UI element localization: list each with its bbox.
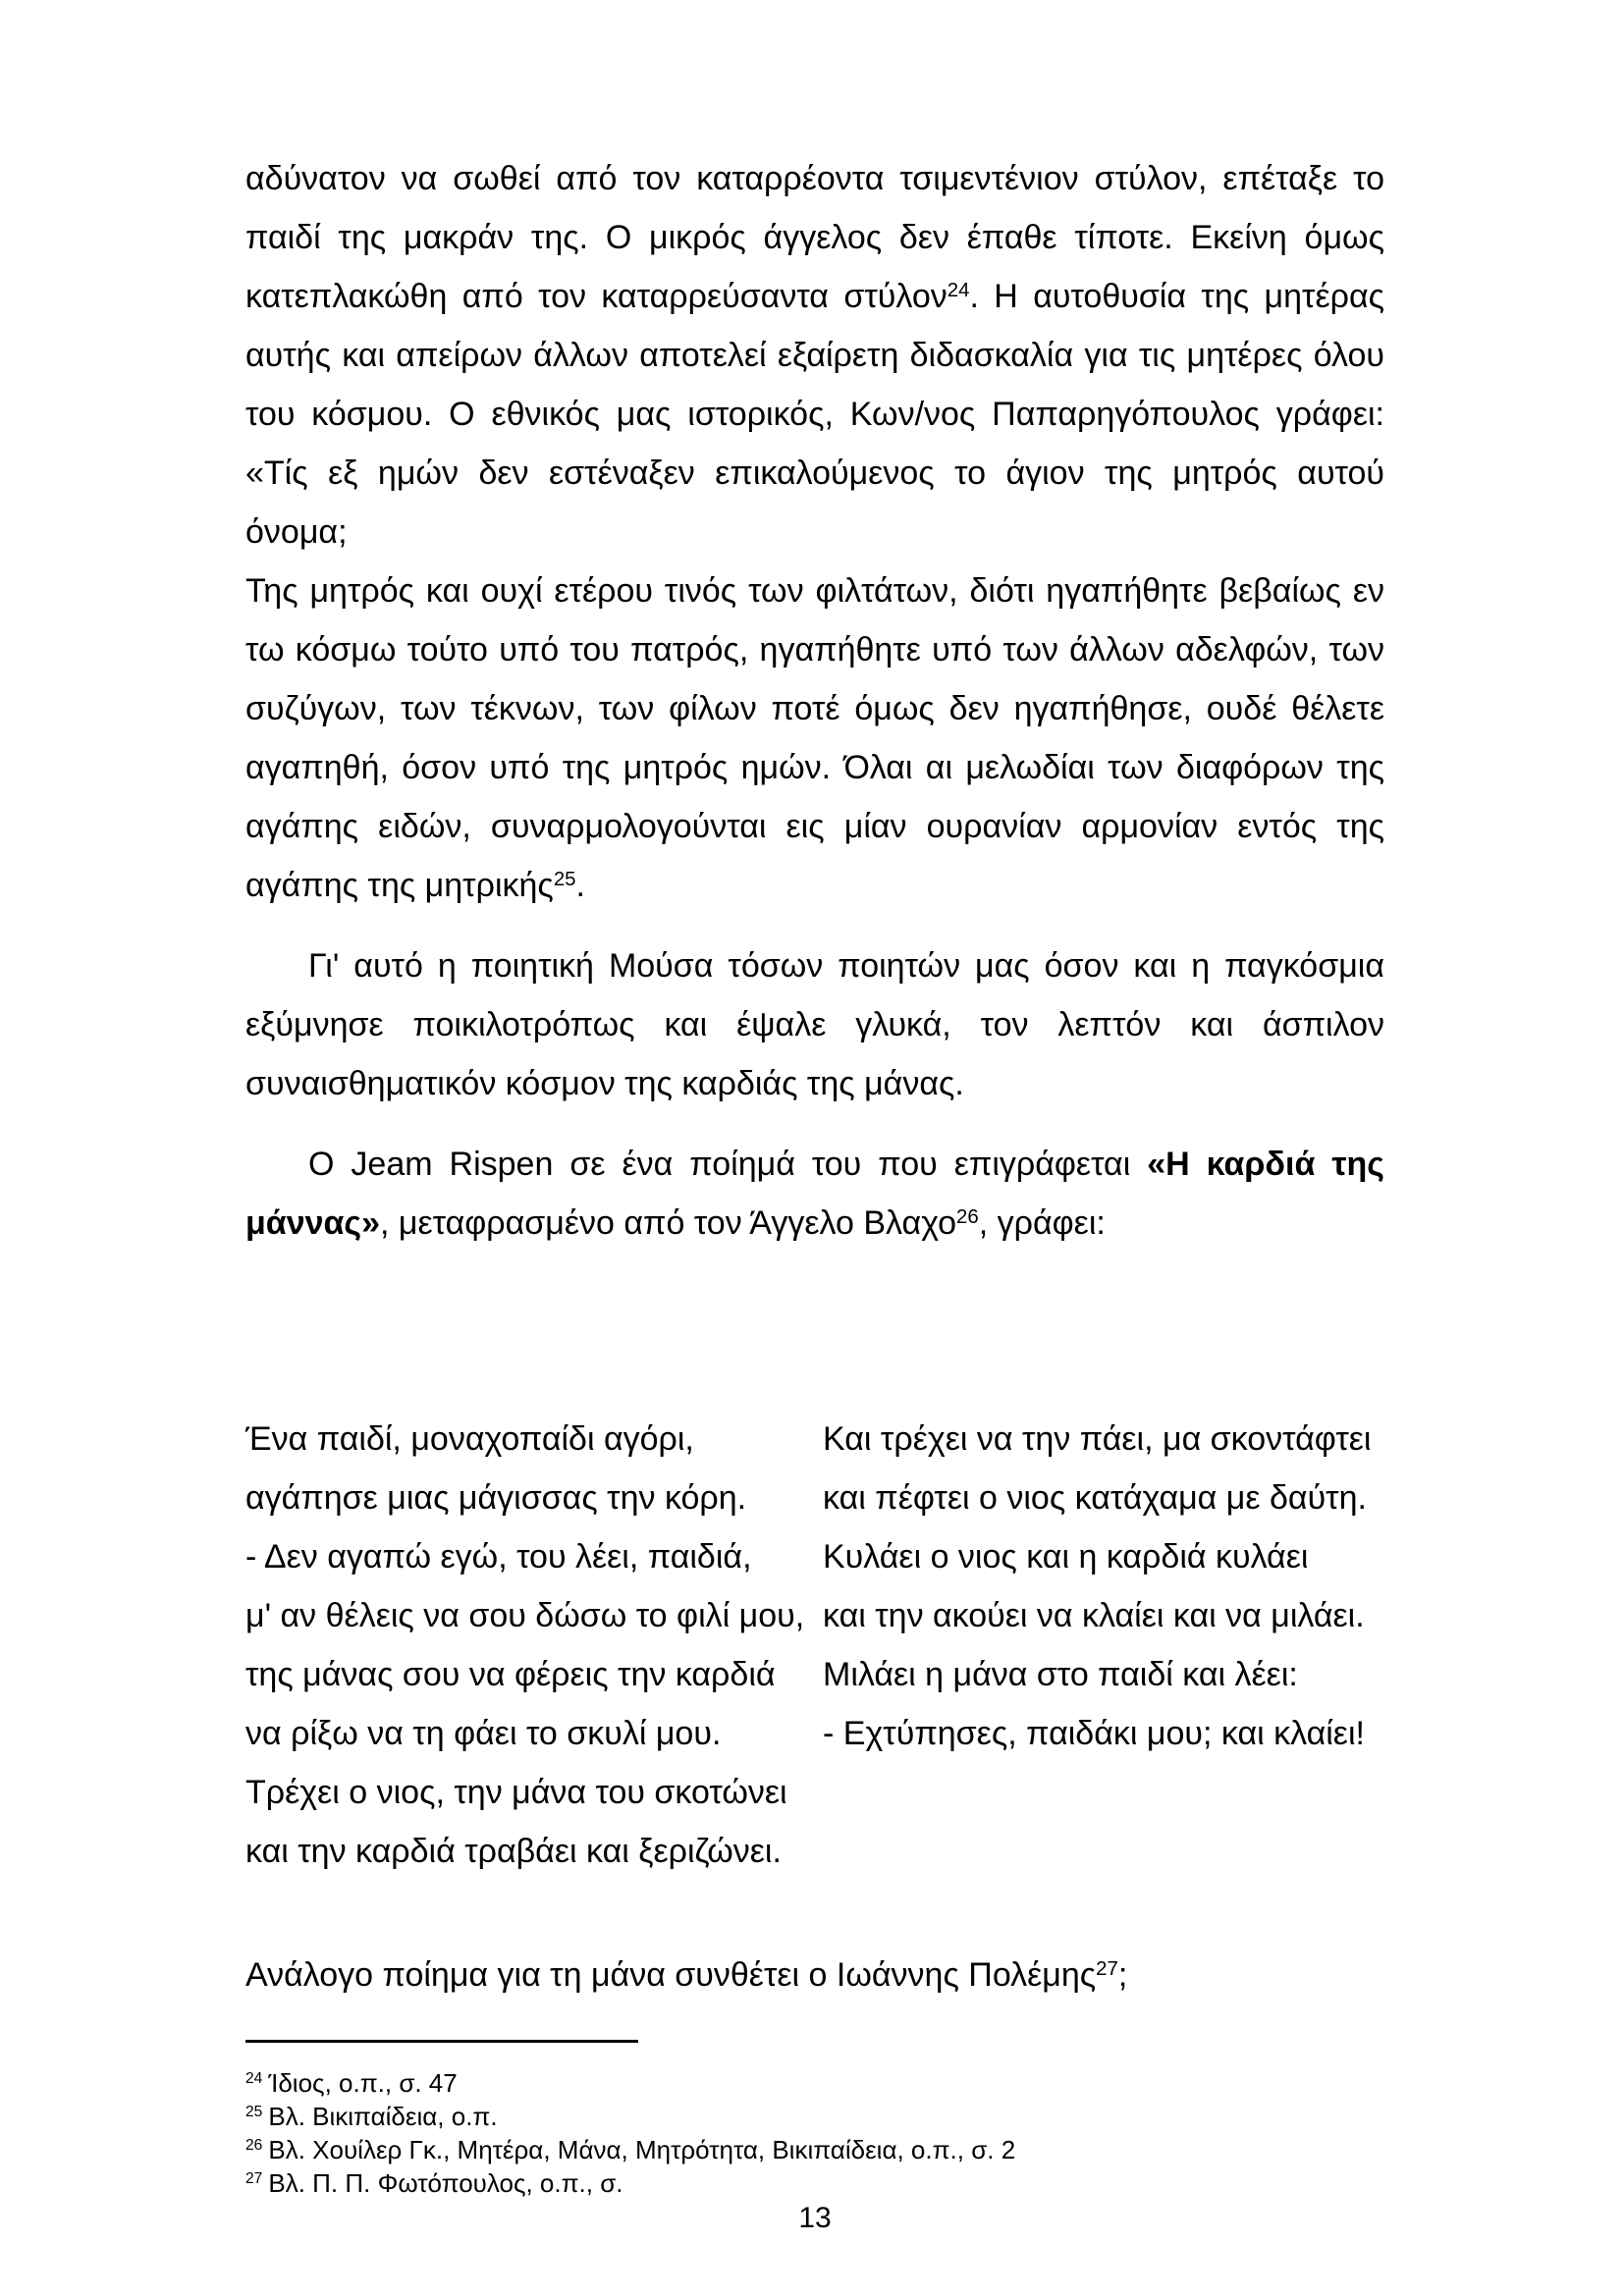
text-line: παιδί της μακράν της. Ο μικρός άγγελος δεν έπαθε τίποτε. Εκείνη όμως — [245, 219, 1384, 256]
text-line: τω κόσμω τούτο υπό του πατρός, ηγαπήθητε υπό των άλλων αδελφών, των — [245, 631, 1384, 668]
text-line: Γι' αυτό η ποιητική Μούσα τόσων ποιητών μας όσον και η παγκόσμια — [308, 947, 1384, 985]
footnote — [245, 2100, 1384, 2133]
text-line: αγάπης ειδών, συναρμολογούνται εις μίαν ουρανίαν αρμονίαν εντός της — [245, 808, 1384, 845]
poem-line: Τρέχει ο νιος, την μάνα του σκοτώνει — [245, 1774, 787, 1811]
poem-line: της μάνας σου να φέρεις την καρδιά — [245, 1656, 776, 1693]
poem — [245, 1410, 1384, 1881]
poem-line: και την καρδιά τραβάει και ξεριζώνει. — [245, 1833, 782, 1870]
footnote-marker: 25 — [245, 2104, 263, 2121]
text-line: Ο Jeam Rispen σε ένα ποίημά του που επιγράφεται «Η καρδιά της — [308, 1146, 1384, 1183]
poem-line: να ρίξω να τη φάει το σκυλί μου. — [245, 1715, 722, 1752]
text-line: εξύμνησε ποικιλοτρόπως και έψαλε γλυκά, τον λεπτόν και άσπιλον — [245, 1006, 1384, 1043]
poem-line: Κυλάει ο νιος και η καρδιά κυλάει — [823, 1538, 1309, 1575]
text-line: συναισθηματικόν κόσμον της καρδιάς της μάνας. — [245, 1065, 964, 1102]
text-line: του κόσμου. Ο εθνικός μας ιστορικός, Κων/νος Παπαρηγόπουλος γράφει: — [245, 396, 1384, 433]
poem-line: και την ακούει να κλαίει και να μιλάει. — [823, 1597, 1365, 1634]
text-line: αυτής και απείρων άλλων αποτελεί εξαίρετη διδασκαλία για τις μητέρες όλου — [245, 337, 1384, 374]
poem-line: - Εχτύπησες, παιδάκι μου; και κλαίει! — [823, 1715, 1365, 1752]
poem-line: Και τρέχει να την πάει, μα σκοντάφτει — [823, 1420, 1372, 1458]
poem-line: αγάπησε μιας μάγισσας την κόρη. — [245, 1479, 747, 1517]
body-paragraphs — [245, 149, 1384, 1253]
footnote-separator — [245, 2040, 638, 2043]
poem-line: Ένα παιδί, μοναχοπαίδι αγόρι, — [245, 1420, 694, 1458]
footnote — [245, 2066, 1384, 2100]
footnote-text: Βλ. Βικιπαίδεια, ο.π. — [268, 2102, 498, 2131]
footnote-marker: 27 — [245, 2170, 263, 2188]
footnote-marker: 24 — [245, 2070, 263, 2088]
page-number: 13 — [798, 2202, 832, 2234]
footnote-text: Ίδιος, ο.π., σ. 47 — [268, 2068, 458, 2098]
text-line: συζύγων, των τέκνων, των φίλων ποτέ όμως δεν ηγαπήθησε, ουδέ θέλετε — [245, 690, 1384, 727]
footnote — [245, 2166, 1384, 2200]
footnotes — [245, 2066, 1384, 2200]
paragraph — [245, 936, 1384, 1113]
paragraph — [245, 149, 1384, 915]
closing-line: Ανάλογο ποίημα για τη μάνα συνθέτει ο Ιωάννης Πολέμης$^{27}$; — [245, 1956, 1128, 1994]
footnote-text: Βλ. Π. Π. Φωτόπουλος, ο.π., σ. — [268, 2168, 623, 2198]
poem-right-column — [823, 1410, 1384, 1881]
text-line: αγαπηθή, όσον υπό της μητρός ημών. Όλαι αι μελωδίαι των διαφόρων της — [245, 749, 1384, 786]
paragraph — [245, 1135, 1384, 1253]
text-line: κατεπλακώθη από τον καταρρεύσαντα στύλον$^{24}$. Η αυτοθυσία της μητέρας — [245, 278, 1384, 315]
text-line: αδύνατον να σωθεί από τον καταρρέοντα τσιμεντένιον στύλον, επέταξε το — [245, 160, 1384, 197]
text-line: «Τίς εξ ημών δεν εστέναξεν επικαλούμενος το άγιον της μητρός αυτού όνομα; — [245, 454, 1384, 551]
poem-line: και πέφτει ο νιος κατάχαμα με δαύτη. — [823, 1479, 1367, 1517]
footnote-marker: 26 — [245, 2137, 263, 2155]
poem-left-column — [245, 1410, 823, 1881]
poem-line: μ' αν θέλεις να σου δώσω το φιλί μου, — [245, 1597, 805, 1634]
footnote-text: Βλ. Χουίλερ Γκ., Μητέρα, Μάνα, Μητρότητα, Βικιπαίδεια, ο.π., σ. 2 — [268, 2135, 1016, 2164]
poem-line: Μιλάει η μάνα στο παιδί και λέει: — [823, 1656, 1298, 1693]
text-line: Της μητρός και ουχί ετέρου τινός των φιλτάτων, διότι ηγαπήθητε βεβαίως εν — [245, 572, 1384, 610]
text-line: μάννας», μεταφρασμένο από τον Άγγελο Βλαχο$^{26}$, γράφει: — [245, 1204, 1106, 1242]
footnote — [245, 2133, 1384, 2166]
text-line: αγάπης της μητρικής$^{25}$. — [245, 867, 585, 904]
poem-line: - Δεν αγαπώ εγώ, του λέει, παιδιά, — [245, 1538, 752, 1575]
